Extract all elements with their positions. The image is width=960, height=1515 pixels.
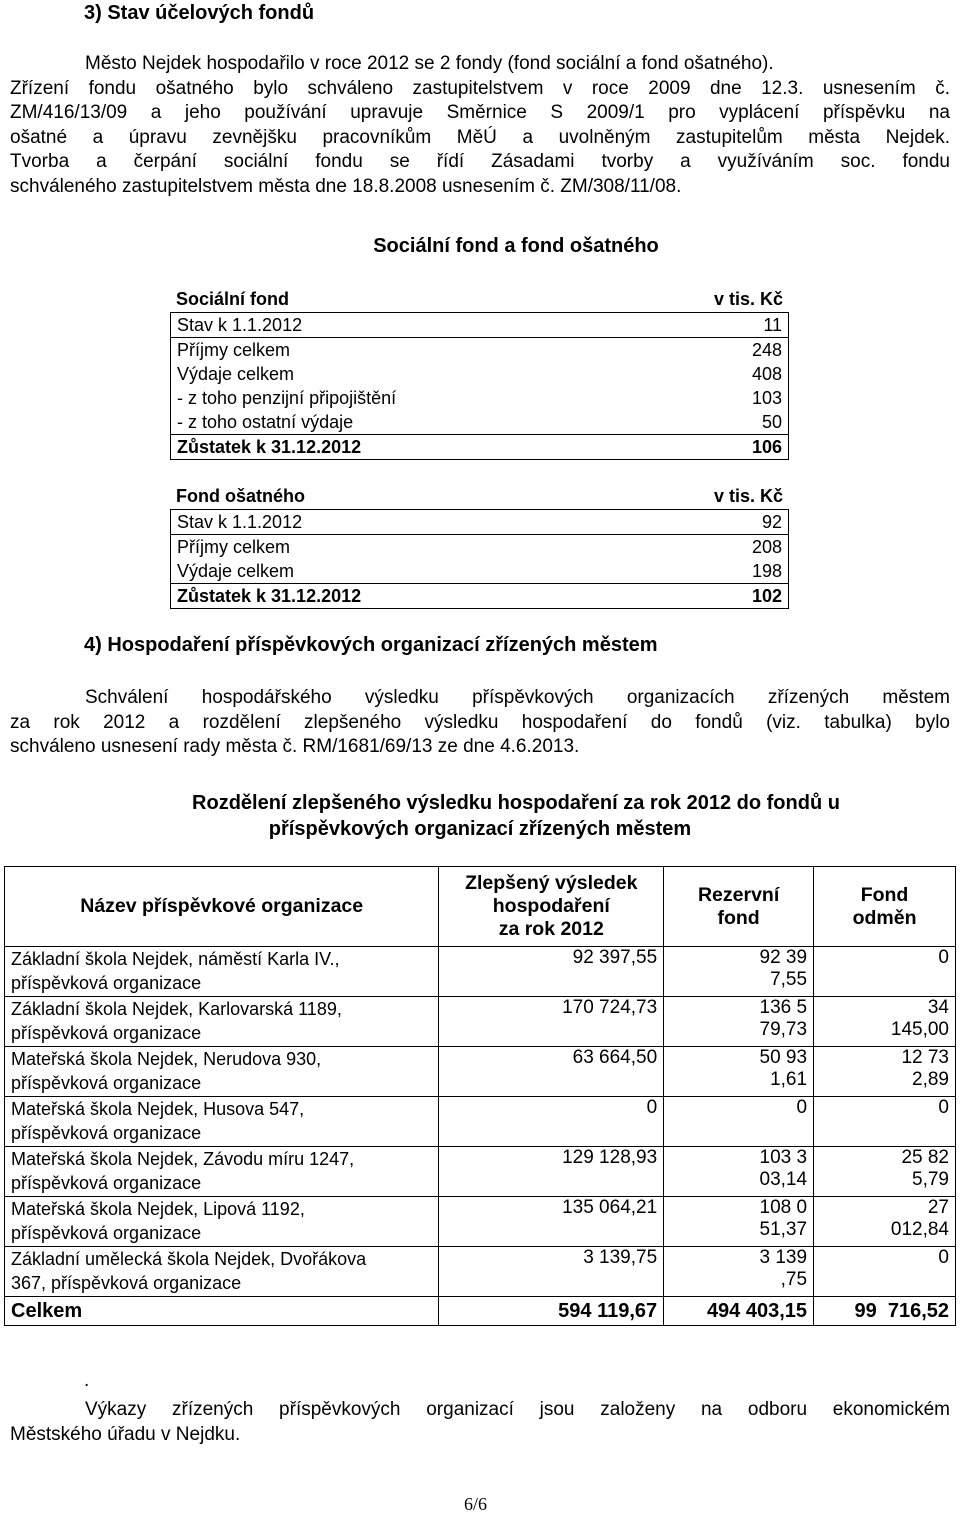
cell-line: 2,89 bbox=[912, 1069, 949, 1090]
header-line: Fond bbox=[860, 883, 909, 906]
row-label: - z toho ostatní výdaje bbox=[177, 412, 354, 432]
distribution-table-title bbox=[0, 790, 960, 842]
reserve-cell bbox=[664, 1047, 814, 1097]
row-value: 248 bbox=[751, 340, 782, 360]
name-line: příspěvková organizace bbox=[11, 1173, 202, 1193]
table-row bbox=[171, 510, 788, 535]
cell-line: 0 bbox=[938, 1097, 949, 1118]
section-4-heading: 4) Hospodaření příspěvkových organizací zřízených městem bbox=[84, 634, 658, 656]
social-fund-unit: v tis. Kč bbox=[713, 289, 783, 309]
paragraph-line: Výkazy zřízených příspěvkových organizací jsou založeny na odboru ekonomickém bbox=[85, 1399, 950, 1420]
distribution-table bbox=[4, 866, 956, 1326]
clothing-fund-unit: v tis. Kč bbox=[713, 486, 783, 506]
section-3-paragraph bbox=[10, 52, 950, 199]
table-title-line: Rozdělení zlepšeného výsledku hospodaření za rok 2012 do fondů u bbox=[192, 792, 840, 814]
name-line: příspěvková organizace bbox=[11, 973, 202, 993]
reward-cell bbox=[814, 947, 956, 997]
cell-line: ,75 bbox=[780, 1269, 808, 1290]
social-fund-table bbox=[170, 286, 789, 460]
row-value: 102 bbox=[751, 586, 782, 606]
header-line: hospodaření bbox=[492, 895, 610, 917]
table-row bbox=[171, 410, 788, 434]
name-line: příspěvková organizace bbox=[11, 1123, 202, 1143]
org-name bbox=[5, 1147, 439, 1197]
cell-line: 79,73 bbox=[759, 1019, 808, 1040]
org-name bbox=[5, 1047, 439, 1097]
header-line: fond bbox=[717, 906, 760, 929]
org-name bbox=[5, 947, 439, 997]
table-row-total bbox=[171, 434, 788, 459]
header-result bbox=[439, 867, 664, 947]
page-number: 6/6 bbox=[464, 1494, 488, 1514]
paragraph-line: schváleno usnesení rady města č. RM/1681/69/13 ze dne 4.6.2013. bbox=[10, 736, 580, 757]
row-label: - z toho penzijní připojištění bbox=[177, 388, 397, 408]
name-line: Mateřská škola Nejdek, Husova 547, bbox=[11, 1099, 305, 1119]
row-label: Stav k 1.1.2012 bbox=[177, 315, 303, 335]
name-line: Základní škola Nejdek, Karlovarská 1189, bbox=[11, 999, 342, 1019]
reserve-cell bbox=[664, 997, 814, 1047]
cell-line: 0 bbox=[796, 1097, 808, 1118]
table-row bbox=[5, 997, 956, 1047]
name-line: Mateřská škola Nejdek, Závodu míru 1247, bbox=[11, 1149, 355, 1169]
paragraph-line: Město Nejdek hospodařilo v roce 2012 se 2 fondy (fond sociální a fond ošatného). bbox=[85, 53, 774, 74]
paragraph-line: ZM/416/13/09 a jeho používání upravuje Směrnice S 2009/1 pro vyplácení příspěvku na bbox=[10, 102, 950, 123]
header-reserve bbox=[664, 867, 814, 947]
cell-line: 34 bbox=[927, 997, 949, 1018]
section-4-paragraph bbox=[10, 686, 950, 760]
table-row bbox=[171, 386, 788, 410]
result-cell: 135 064,21 bbox=[439, 1197, 664, 1247]
result-cell: 0 bbox=[439, 1097, 664, 1147]
cell-line: 92 39 bbox=[759, 947, 808, 968]
paragraph-line: Zřízení fondu ošatného bylo schváleno zastupitelstvem v roce 2009 dne 12.3. usnesením č. bbox=[10, 77, 950, 99]
table-row-total bbox=[171, 583, 788, 608]
paragraph-line: Tvorba a čerpání sociální fondu se řídí Zásadami tvorby a využíváním soc. fondu bbox=[10, 151, 950, 172]
header-line: Rezervní bbox=[697, 883, 780, 906]
table-row bbox=[5, 1247, 956, 1297]
cell-line: 3 139 bbox=[759, 1247, 808, 1268]
row-label: Zůstatek k 31.12.2012 bbox=[177, 586, 362, 606]
name-line: Mateřská škola Nejdek, Nerudova 930, bbox=[11, 1049, 322, 1069]
row-label: Výdaje celkem bbox=[177, 561, 295, 581]
name-line: Základní umělecká škola Nejdek, Dvořákova bbox=[11, 1249, 367, 1269]
name-line: příspěvková organizace bbox=[11, 1023, 202, 1043]
row-label: Výdaje celkem bbox=[177, 364, 295, 384]
cell-line: 108 0 bbox=[759, 1197, 808, 1218]
section-3-heading: 3) Stav účelových fondů bbox=[84, 2, 315, 24]
table-row bbox=[171, 338, 788, 362]
org-name bbox=[5, 1197, 439, 1247]
reward-cell bbox=[814, 997, 956, 1047]
row-value: 198 bbox=[751, 561, 782, 581]
org-name bbox=[5, 1097, 439, 1147]
clothing-fund-title: Fond ošatného bbox=[176, 486, 305, 506]
header-reward bbox=[814, 867, 956, 947]
row-value: 103 bbox=[751, 388, 782, 408]
total-result: 594 119,67 bbox=[439, 1297, 664, 1326]
clothing-fund-box bbox=[170, 509, 789, 609]
table-row bbox=[171, 559, 788, 583]
clothing-fund-header bbox=[170, 483, 789, 509]
name-line: Základní škola Nejdek, náměstí Karla IV., bbox=[11, 949, 340, 969]
cell-line: 0 bbox=[938, 1247, 949, 1268]
row-label: Stav k 1.1.2012 bbox=[177, 512, 303, 532]
cell-line: 51,37 bbox=[759, 1219, 808, 1240]
total-reserve: 494 403,15 bbox=[664, 1297, 814, 1326]
table-header-row bbox=[5, 867, 956, 947]
reserve-cell bbox=[664, 1247, 814, 1297]
total-label: Celkem bbox=[5, 1297, 439, 1326]
name-line: příspěvková organizace bbox=[11, 1223, 202, 1243]
cell-line: 012,84 bbox=[890, 1219, 949, 1240]
paragraph-line: za rok 2012 a rozdělení zlepšeného výsledku hospodaření do fondů (viz. tabulka) bylo bbox=[10, 711, 950, 733]
reward-cell bbox=[814, 1197, 956, 1247]
cell-line: 1,61 bbox=[770, 1069, 808, 1090]
cell-line: 50 93 bbox=[759, 1047, 808, 1068]
row-value: 106 bbox=[751, 437, 782, 457]
table-row bbox=[5, 1047, 956, 1097]
total-reward: 99 716,52 bbox=[814, 1297, 956, 1326]
result-cell: 129 128,93 bbox=[439, 1147, 664, 1197]
header-line: za rok 2012 bbox=[498, 918, 604, 940]
cell-line: 25 82 bbox=[901, 1147, 949, 1168]
row-label: Zůstatek k 31.12.2012 bbox=[177, 437, 362, 457]
table-row bbox=[171, 535, 788, 559]
header-name: Název příspěvkové organizace bbox=[5, 867, 439, 947]
reserve-cell bbox=[664, 947, 814, 997]
table-row bbox=[5, 1147, 956, 1197]
reserve-cell bbox=[664, 1097, 814, 1147]
table-row-total bbox=[5, 1297, 956, 1326]
header-line: odměn bbox=[852, 906, 917, 929]
table-row bbox=[5, 947, 956, 997]
row-value: 208 bbox=[751, 537, 782, 557]
footer-paragraph bbox=[10, 1398, 950, 1447]
paragraph-line: schváleného zastupitelstvem města dne 18.8.2008 usnesením č. ZM/308/11/08. bbox=[10, 175, 682, 197]
result-cell: 170 724,73 bbox=[439, 997, 664, 1047]
reserve-cell bbox=[664, 1147, 814, 1197]
clothing-fund-table bbox=[170, 483, 789, 609]
name-line: 367, příspěvková organizace bbox=[11, 1273, 242, 1293]
funds-title: Sociální fond a fond ošatného bbox=[373, 235, 659, 257]
table-row bbox=[171, 362, 788, 386]
result-cell: 63 664,50 bbox=[439, 1047, 664, 1097]
row-label: Příjmy celkem bbox=[177, 537, 291, 557]
table-title-line: příspěvkových organizací zřízených městem bbox=[268, 818, 692, 840]
cell-line: 03,14 bbox=[759, 1169, 808, 1190]
row-value: 408 bbox=[751, 364, 782, 384]
table-row bbox=[171, 313, 788, 338]
footer-dot: . bbox=[84, 1370, 90, 1391]
org-name bbox=[5, 1247, 439, 1297]
paragraph-line: ošatné a úpravu zevnějšku pracovníkům MěÚ a uvolněným zastupitelům města Nejdek. bbox=[10, 126, 950, 148]
row-label: Příjmy celkem bbox=[177, 340, 291, 360]
reserve-cell bbox=[664, 1197, 814, 1247]
header-line: Zlepšený výsledek bbox=[465, 872, 638, 894]
social-fund-header bbox=[170, 286, 789, 312]
cell-line: 5,79 bbox=[912, 1169, 949, 1190]
reward-cell bbox=[814, 1047, 956, 1097]
social-fund-title: Sociální fond bbox=[176, 289, 290, 309]
name-line: Mateřská škola Nejdek, Lipová 1192, bbox=[11, 1199, 305, 1219]
cell-line: 103 3 bbox=[759, 1147, 808, 1168]
row-value: 92 bbox=[761, 512, 782, 532]
social-fund-box bbox=[170, 312, 789, 460]
cell-line: 0 bbox=[938, 947, 949, 968]
cell-line: 12 73 bbox=[901, 1047, 949, 1068]
result-cell: 92 397,55 bbox=[439, 947, 664, 997]
table-row bbox=[5, 1097, 956, 1147]
org-name bbox=[5, 997, 439, 1047]
reward-cell bbox=[814, 1097, 956, 1147]
cell-line: 145,00 bbox=[890, 1019, 949, 1040]
name-line: příspěvková organizace bbox=[11, 1073, 202, 1093]
reward-cell bbox=[814, 1247, 956, 1297]
paragraph-line: Schválení hospodářského výsledku příspěvkových organizacích zřízených městem bbox=[85, 687, 950, 708]
paragraph-line: Městského úřadu v Nejdku. bbox=[10, 1423, 241, 1445]
cell-line: 27 bbox=[927, 1197, 949, 1218]
result-cell: 3 139,75 bbox=[439, 1247, 664, 1297]
row-value: 50 bbox=[761, 412, 782, 432]
cell-line: 7,55 bbox=[770, 969, 808, 990]
table-row bbox=[5, 1197, 956, 1247]
reward-cell bbox=[814, 1147, 956, 1197]
row-value: 11 bbox=[763, 315, 782, 335]
cell-line: 136 5 bbox=[759, 997, 808, 1018]
